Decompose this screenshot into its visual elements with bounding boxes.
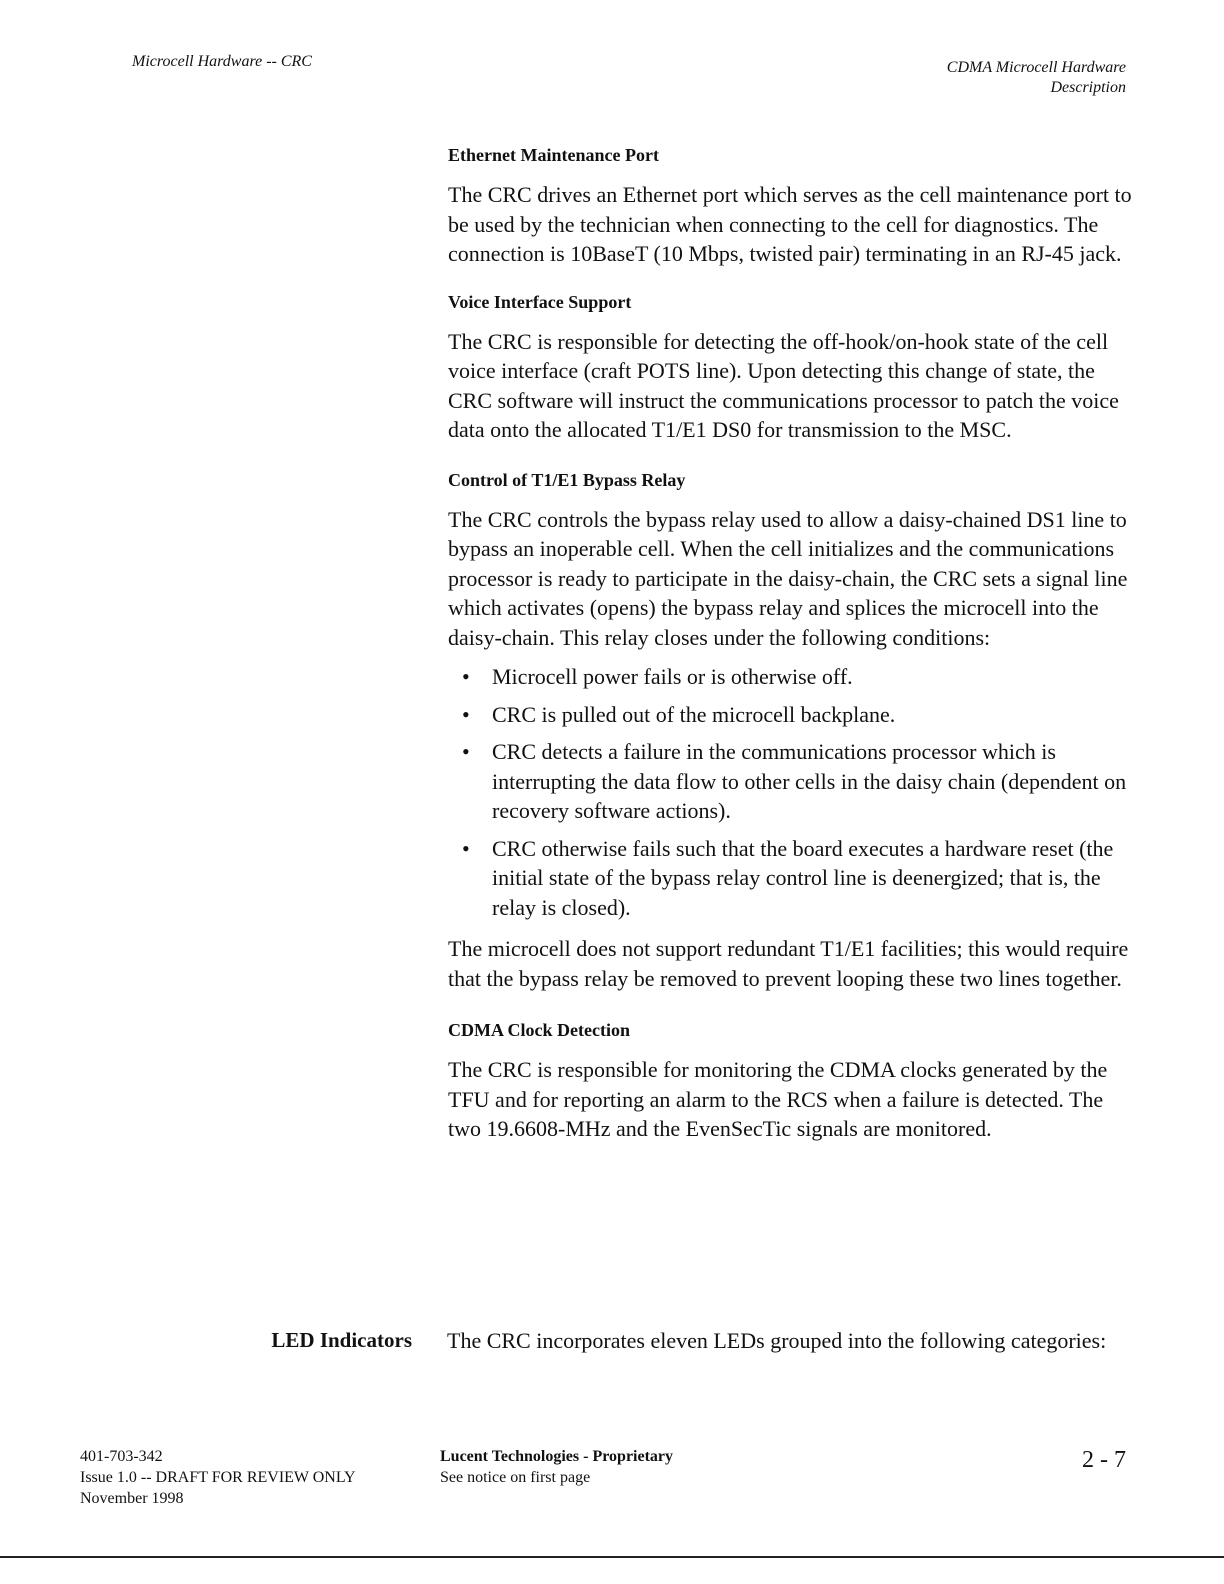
bullet-icon: • xyxy=(462,739,470,764)
footer-document-info xyxy=(80,1446,356,1509)
page-number: 2 - 7 xyxy=(1082,1447,1126,1473)
bypass-conditions-list xyxy=(448,662,1138,922)
section-paragraph: The microcell does not support redundant T1/E1 facilities; this would require that the bypass relay be removed to prevent looping these two lines together. xyxy=(448,936,1129,991)
running-header-right xyxy=(947,58,1126,98)
section-ethernet-maintenance-port xyxy=(448,144,1138,269)
section-paragraph: The CRC is responsible for detecting the off-hook/on-hook state of the cell voice interface (craft POTS line). Upon detecting this change of state, the CRC software will instruct the communications processor to patch the voice data onto the allocated T1/E1 DS0 for transmission to the MSC. xyxy=(448,328,1119,442)
section-voice-interface-support xyxy=(448,291,1138,445)
section-paragraph: The CRC is responsible for monitoring the CDMA clocks generated by the TFU and for reporting an alarm to the RCS when a failure is detected. The two 19.6608-MHz and the EvenSecTic signals are monitored. xyxy=(448,1057,1108,1141)
section-paragraph: The CRC controls the bypass relay used to allow a daisy-chained DS1 line to bypass an inoperable cell. When the cell initializes and the communications processor is ready to participate in the daisy-chain, the CRC sets a signal line which activates (opens) the bypass relay and splices the microcell into the daisy-chain. This relay closes under the following conditions: xyxy=(448,506,1128,650)
footer-company: Lucent Technologies - Proprietary xyxy=(440,1448,674,1465)
main-content xyxy=(448,144,1138,1162)
footer-date: November 1998 xyxy=(80,1490,184,1507)
footer-issue: Issue 1.0 -- DRAFT FOR REVIEW ONLY xyxy=(80,1469,356,1486)
list-item xyxy=(448,737,1138,826)
running-header-right-line1: CDMA Microcell Hardware xyxy=(946,59,1126,76)
bottom-divider xyxy=(0,1556,1224,1558)
section-cdma-clock-detection xyxy=(448,1019,1138,1144)
section-heading: Ethernet Maintenance Port xyxy=(448,145,659,165)
led-indicators-paragraph: The CRC incorporates eleven LEDs grouped into the following categories: xyxy=(447,1328,1107,1353)
list-item xyxy=(448,700,1138,730)
footer-proprietary-notice xyxy=(440,1446,673,1488)
list-item xyxy=(448,834,1138,923)
footer-doc-number: 401-703-342 xyxy=(80,1448,163,1465)
running-header-right-line2: Description xyxy=(1050,79,1126,96)
section-heading: Voice Interface Support xyxy=(448,291,632,312)
list-item-text: CRC detects a failure in the communications processor which is interrupting the data flow to other cells in the daisy chain (dependent on recovery software actions). xyxy=(492,739,1127,823)
section-heading: CDMA Clock Detection xyxy=(448,1020,630,1040)
section-paragraph: The CRC drives an Ethernet port which serves as the cell maintenance port to be used by the technician when connecting to the cell for diagnostics. The connection is 10BaseT (10 Mbps, twisted pair) terminating in an RJ-45 jack. xyxy=(448,182,1132,266)
bullet-icon: • xyxy=(462,664,470,689)
section-heading: Control of T1/E1 Bypass Relay xyxy=(448,469,686,490)
list-item xyxy=(448,662,1138,692)
led-indicators-heading: LED Indicators xyxy=(271,1328,412,1352)
list-item-text: CRC is pulled out of the microcell backplane. xyxy=(492,701,896,727)
section-bypass-relay xyxy=(448,469,1138,994)
list-item-text: Microcell power fails or is otherwise off. xyxy=(492,664,853,689)
running-header-left: Microcell Hardware -- CRC xyxy=(132,53,312,70)
list-item-text: CRC otherwise fails such that the board executes a hardware reset (the initial state of the bypass relay control line is deenergized; that is, the relay is closed). xyxy=(492,835,1114,920)
bullet-icon: • xyxy=(462,701,470,727)
footer-notice: See notice on first page xyxy=(440,1469,591,1486)
bullet-icon: • xyxy=(462,835,470,861)
